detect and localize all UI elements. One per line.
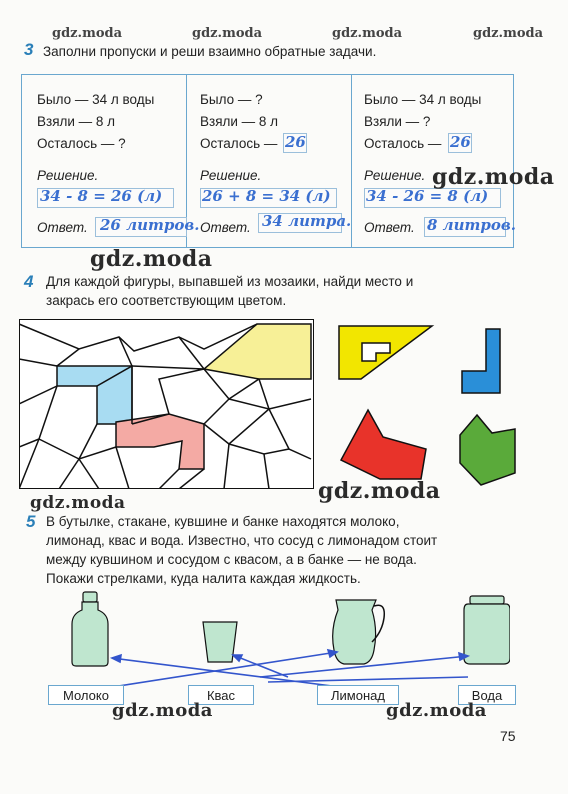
watermark: gdz.moda: [192, 26, 263, 41]
answer-handwritten: 26 литров.: [100, 216, 200, 234]
left-answer-handwritten: 26: [450, 133, 471, 151]
solution-handwritten: 34 - 8 = 26 (л): [40, 187, 163, 205]
yellow-shape: [336, 323, 436, 383]
solution-label: Решение.: [364, 168, 426, 183]
answer-label: Ответ.: [364, 220, 415, 235]
given-left: Осталось —: [364, 136, 442, 151]
task-number: 5: [26, 512, 36, 531]
given-left: Осталось — ?: [37, 136, 126, 151]
task-text-line2: лимонад, квас и вода. Известно, что сосуд с лимонадом стоит: [46, 533, 438, 548]
solution-label: Решение.: [37, 168, 99, 183]
watermark: gdz.moda: [432, 164, 555, 190]
answer-label: Ответ.: [37, 220, 88, 235]
answer-handwritten: 8 литров.: [427, 216, 516, 234]
watermark: gdz.moda: [473, 26, 544, 41]
jar-icon: [464, 596, 510, 664]
watermark: gdz.moda: [386, 700, 487, 721]
red-shape: [338, 407, 428, 482]
watermark: gdz.moda: [30, 493, 126, 513]
page-number: 75: [500, 728, 516, 744]
task-text-line1: В бутылке, стакане, кувшине и банке находятся молоко,: [46, 514, 400, 529]
left-answer-handwritten: 26: [285, 133, 306, 151]
watermark: gdz.moda: [332, 26, 403, 41]
watermark: gdz.moda: [112, 700, 213, 721]
given-was: Было — ?: [200, 92, 263, 107]
task-number: 4: [24, 272, 34, 291]
task-instruction-line2: закрась его соответствующим цветом.: [46, 293, 287, 308]
answer-handwritten: 34 литра.: [262, 212, 352, 230]
given-was: Было — 34 л воды: [364, 92, 482, 107]
bottle-icon: [72, 592, 108, 666]
given-taken: Взяли — 8 л: [200, 114, 279, 129]
task-text-line4: Покажи стрелками, куда налита каждая жидкость.: [46, 571, 361, 586]
given-was: Было — 34 л воды: [37, 92, 155, 107]
label-water: Вода: [458, 685, 516, 705]
jug-icon: [333, 600, 385, 664]
watermark: gdz.moda: [52, 26, 123, 41]
task-instruction-line1: Для каждой фигуры, выпавшей из мозаики, найди место и: [46, 274, 414, 289]
given-left: Осталось —: [200, 136, 278, 151]
given-taken: Взяли — ?: [364, 114, 431, 129]
blue-shape: [460, 327, 516, 397]
mosaic-picture: [19, 319, 314, 489]
glass-icon: [203, 622, 237, 662]
solution-handwritten: 26 + 8 = 34 (л): [202, 187, 331, 205]
task-instruction: Заполни пропуски и реши взаимно обратные задачи.: [43, 44, 377, 59]
given-taken: Взяли — 8 л: [37, 114, 116, 129]
green-shape: [457, 413, 519, 488]
label-kvass: Квас: [188, 685, 254, 705]
watermark: gdz.moda: [318, 478, 441, 504]
label-milk: Молоко: [48, 685, 124, 705]
solution-label: Решение.: [200, 168, 262, 183]
vessels-illustration: [70, 590, 510, 700]
label-lemonade: Лимонад: [317, 685, 399, 705]
solution-handwritten: 34 - 26 = 8 (л): [366, 187, 489, 205]
task-number: 3: [24, 40, 34, 59]
watermark: gdz.moda: [90, 246, 213, 272]
task-text-line3: между кувшином и сосудом с квасом, а в банке — не вода.: [46, 552, 417, 567]
answer-label: Ответ.: [200, 220, 251, 235]
